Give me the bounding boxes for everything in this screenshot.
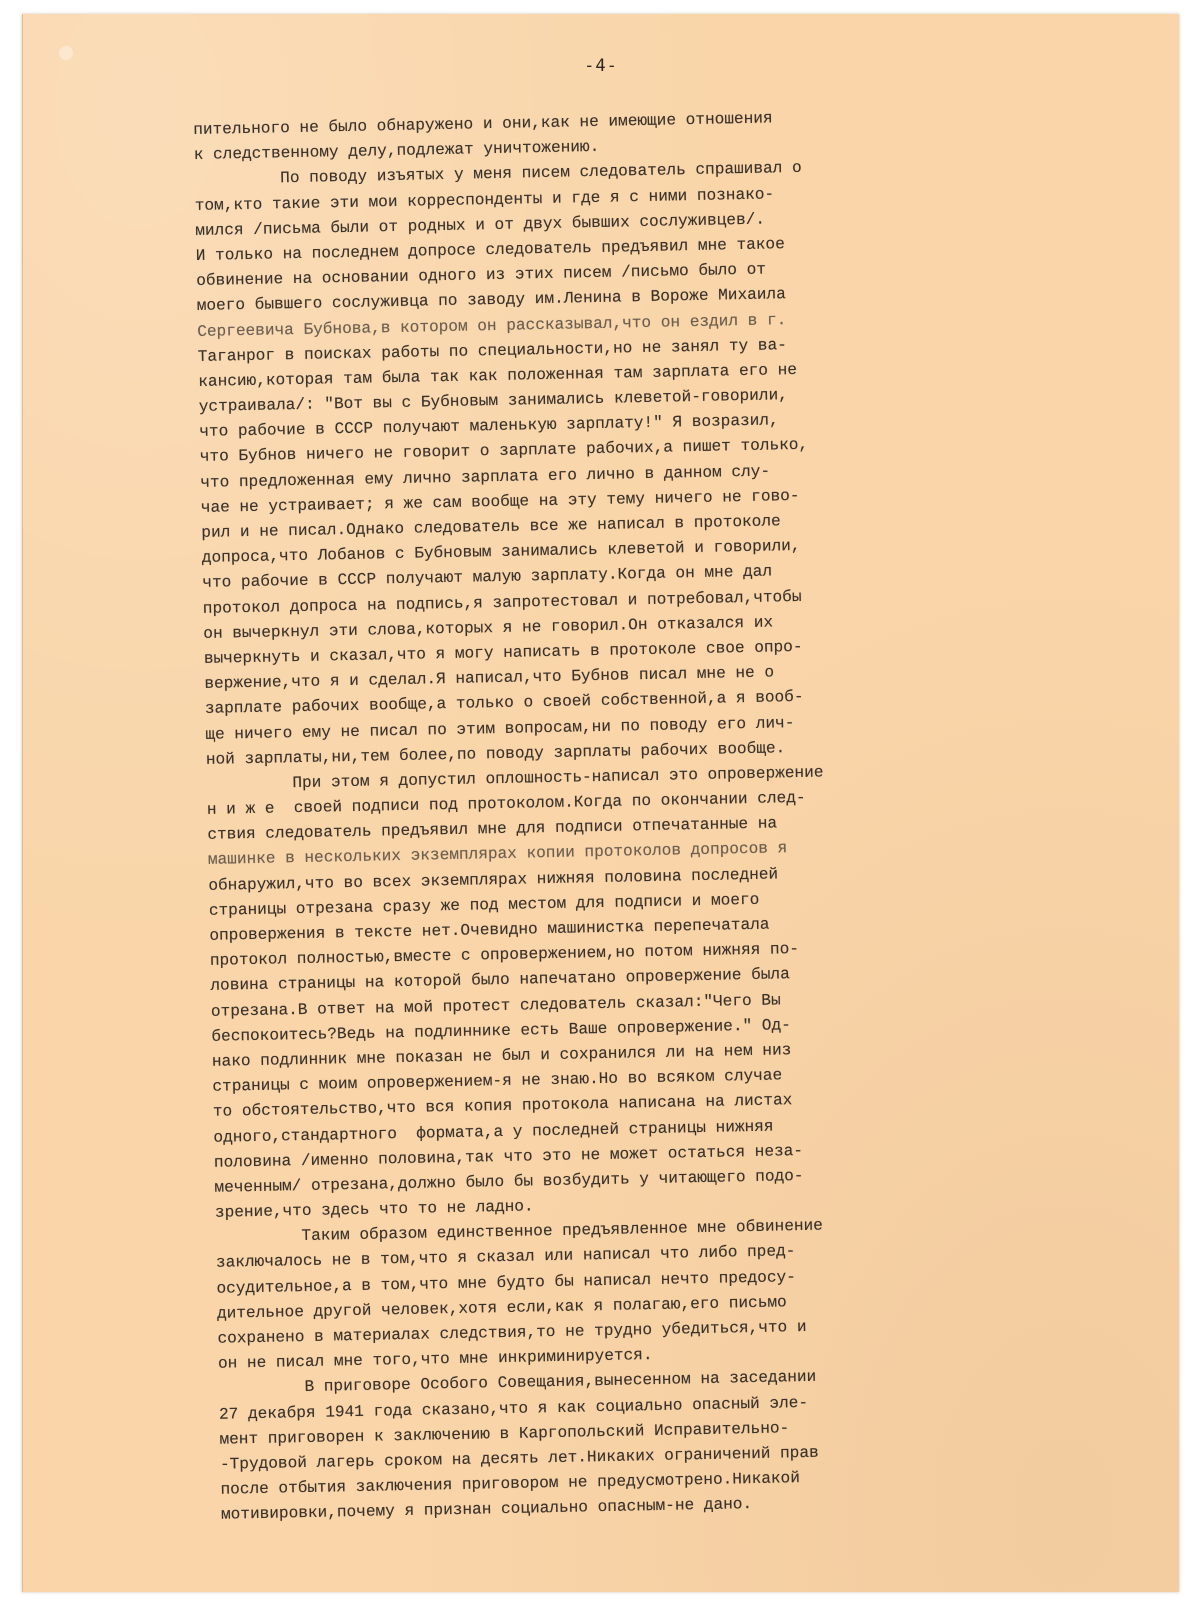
text-line: ной зарплаты,ни,тем более,по поводу зарплаты рабочих вообще. xyxy=(205,738,786,769)
paper-sheet xyxy=(22,14,1179,1592)
text-line: Сергеевича Бубнова,в котором он рассказывал,что он ездил в г. xyxy=(197,310,787,341)
text-line: Таким образом единственное предъявленное мне обвинение xyxy=(301,1216,824,1246)
text-line: чае не устраивает; я же сам вообще на эту тему ничего не гово- xyxy=(200,486,800,517)
text-line: При этом я допустил оплошность-написал это опровержение xyxy=(292,763,824,793)
text-line: машинке в нескольких экземплярах копии протоколов допросов я xyxy=(207,839,788,870)
typed-text-body xyxy=(193,100,1121,1528)
text-line: обвинение на основании одного из этих писем /письмо было от xyxy=(196,260,767,291)
text-line: страницы отрезана сразу же под местом для подписи и моего xyxy=(208,890,760,920)
page-number: -4- xyxy=(584,56,618,76)
text-line: Таганрог в поисках работы по специальности,но не занял ту ва- xyxy=(197,335,787,366)
text-line: половина /именно половина,так что это не может остаться неза- xyxy=(213,1141,804,1172)
text-line: он вычеркнул эти слова,которых я не говорил.Он отказался их xyxy=(203,613,774,643)
text-line: н и ж е своей подписи под протоколом.Когда по окончании след- xyxy=(206,788,806,819)
text-line: вычеркнуть и сказал,что я могу написать в протоколе свое опро- xyxy=(203,637,803,668)
text-line: допроса,что Лобанов с Бубновым занимались клеветой и говорили, xyxy=(201,537,801,568)
text-line: кансию,которая там была так как положенная там зарплата его не xyxy=(198,360,798,391)
text-line: беспокоитесь?Ведь на подлиннике есть Ваше опровержение." Од- xyxy=(211,1015,791,1046)
text-line: опровержения в тексте нет.Очевидно машинистка перепечатала xyxy=(209,915,770,945)
text-line: нако подлинник мне показан не был и сохранился ли на нем низ xyxy=(211,1041,792,1071)
text-line: заключалось не в том,что я сказал или написал что либо пред- xyxy=(215,1242,796,1273)
text-line: то обстоятельство,что вся копия протокола написана на листах xyxy=(212,1091,793,1122)
text-line: зарплате рабочих вообще,а только о своей собственной,а я вооб- xyxy=(204,688,804,719)
text-line: По поводу изъятых у меня писем следователь спрашивал о xyxy=(280,159,802,188)
text-line: том,кто такие эти мои корреспонденты и где я с ними познако- xyxy=(194,184,775,215)
text-line: мотивировки,почему я признан социально опасным-не дано. xyxy=(220,1495,753,1525)
text-line: зрение,что здесь что то не ладно. xyxy=(214,1197,534,1222)
text-line: осудительное,а в том,что мне будто бы написал нечто предосу- xyxy=(216,1267,797,1298)
text-line: моего бывшего сослуживца по заводу им.Ленина в Вороже Михаила xyxy=(196,285,786,316)
text-line: меченным/ отрезана,должно было бы возбудить у читающего подо- xyxy=(214,1166,804,1197)
text-line: сохранено в материалах следствия,то не трудно убедиться,что и xyxy=(217,1317,807,1348)
text-line: страницы с моим опровержением-я не знаю.Но во всяком случае xyxy=(212,1066,783,1096)
text-line: протокол допроса на подпись,я запротестовал и потребовал,чтобы xyxy=(202,587,802,618)
text-line: к следственному делу,подлежат уничтожению. xyxy=(193,138,600,165)
text-line: пительного не было обнаружено и они,как не имеющие отношения xyxy=(193,109,773,139)
text-line: В приговоре Особого Совещания,вынесенном на заседании xyxy=(304,1368,817,1397)
text-line: устраивала/: "Вот вы с Бубновым занимались клеветой-говорили, xyxy=(198,386,789,417)
text-line: ловина страницы на которой было напечатано опровержение была xyxy=(210,965,790,996)
text-line: обнаружил,что во всех экземплярах нижняя половина последней xyxy=(208,865,779,895)
text-line: И только на последнем допросе следователь предъявил мне такое xyxy=(195,235,785,265)
text-line: мился /письма были от родных и от двух бывших сослуживцев/. xyxy=(195,210,766,240)
text-line: -Трудовой лагерь сроком на десять лет.Никаких ограничений прав xyxy=(219,1443,819,1474)
text-line: что рабочие в СССР получают малую зарплату.Когда он мне дал xyxy=(202,562,773,593)
text-line: ствия следователь предъявил мне для подписи отпечатанные на xyxy=(207,814,778,845)
text-line: что рабочие в СССР получают маленькую зарплату!" Я возразил, xyxy=(199,411,779,442)
text-line: дительное другой человек,хотя если,как я полагаю,его письмо xyxy=(216,1293,787,1323)
text-line: мент приговорен к заключению в Каргопольский Исправительно- xyxy=(219,1419,790,1449)
text-line: протокол полностью,вместе с опровержением,но потом нижняя по- xyxy=(209,940,800,971)
text-line: 27 декабря 1941 года сказано,что я как социально опасный эле- xyxy=(218,1393,809,1424)
text-line: ще ничего ему не писал по этим вопросам,ни по поводу его лич- xyxy=(205,713,795,744)
text-line: что предложенная ему лично зарплата его лично в данном слу- xyxy=(200,462,771,492)
text-line: отрезана.В ответ на мой протест следователь сказал:"Чего Вы xyxy=(210,990,781,1021)
text-line: после отбытия заключения приговором не предусмотрено.Никакой xyxy=(220,1469,801,1499)
text-line: рил и не писал.Однако следователь все же написал в протоколе xyxy=(201,512,781,542)
text-line: что Бубнов ничего не говорит о зарплате рабочих,а пишет только, xyxy=(199,436,809,467)
text-line: одного,стандартного формата,а у последней страницы нижняя xyxy=(213,1117,774,1147)
text-line: он не писал мне того,что мне инкриминируется. xyxy=(217,1346,653,1373)
text-line: вержение,что я и сделал.Я написал,что Бубнов писал мне не о xyxy=(204,663,775,694)
